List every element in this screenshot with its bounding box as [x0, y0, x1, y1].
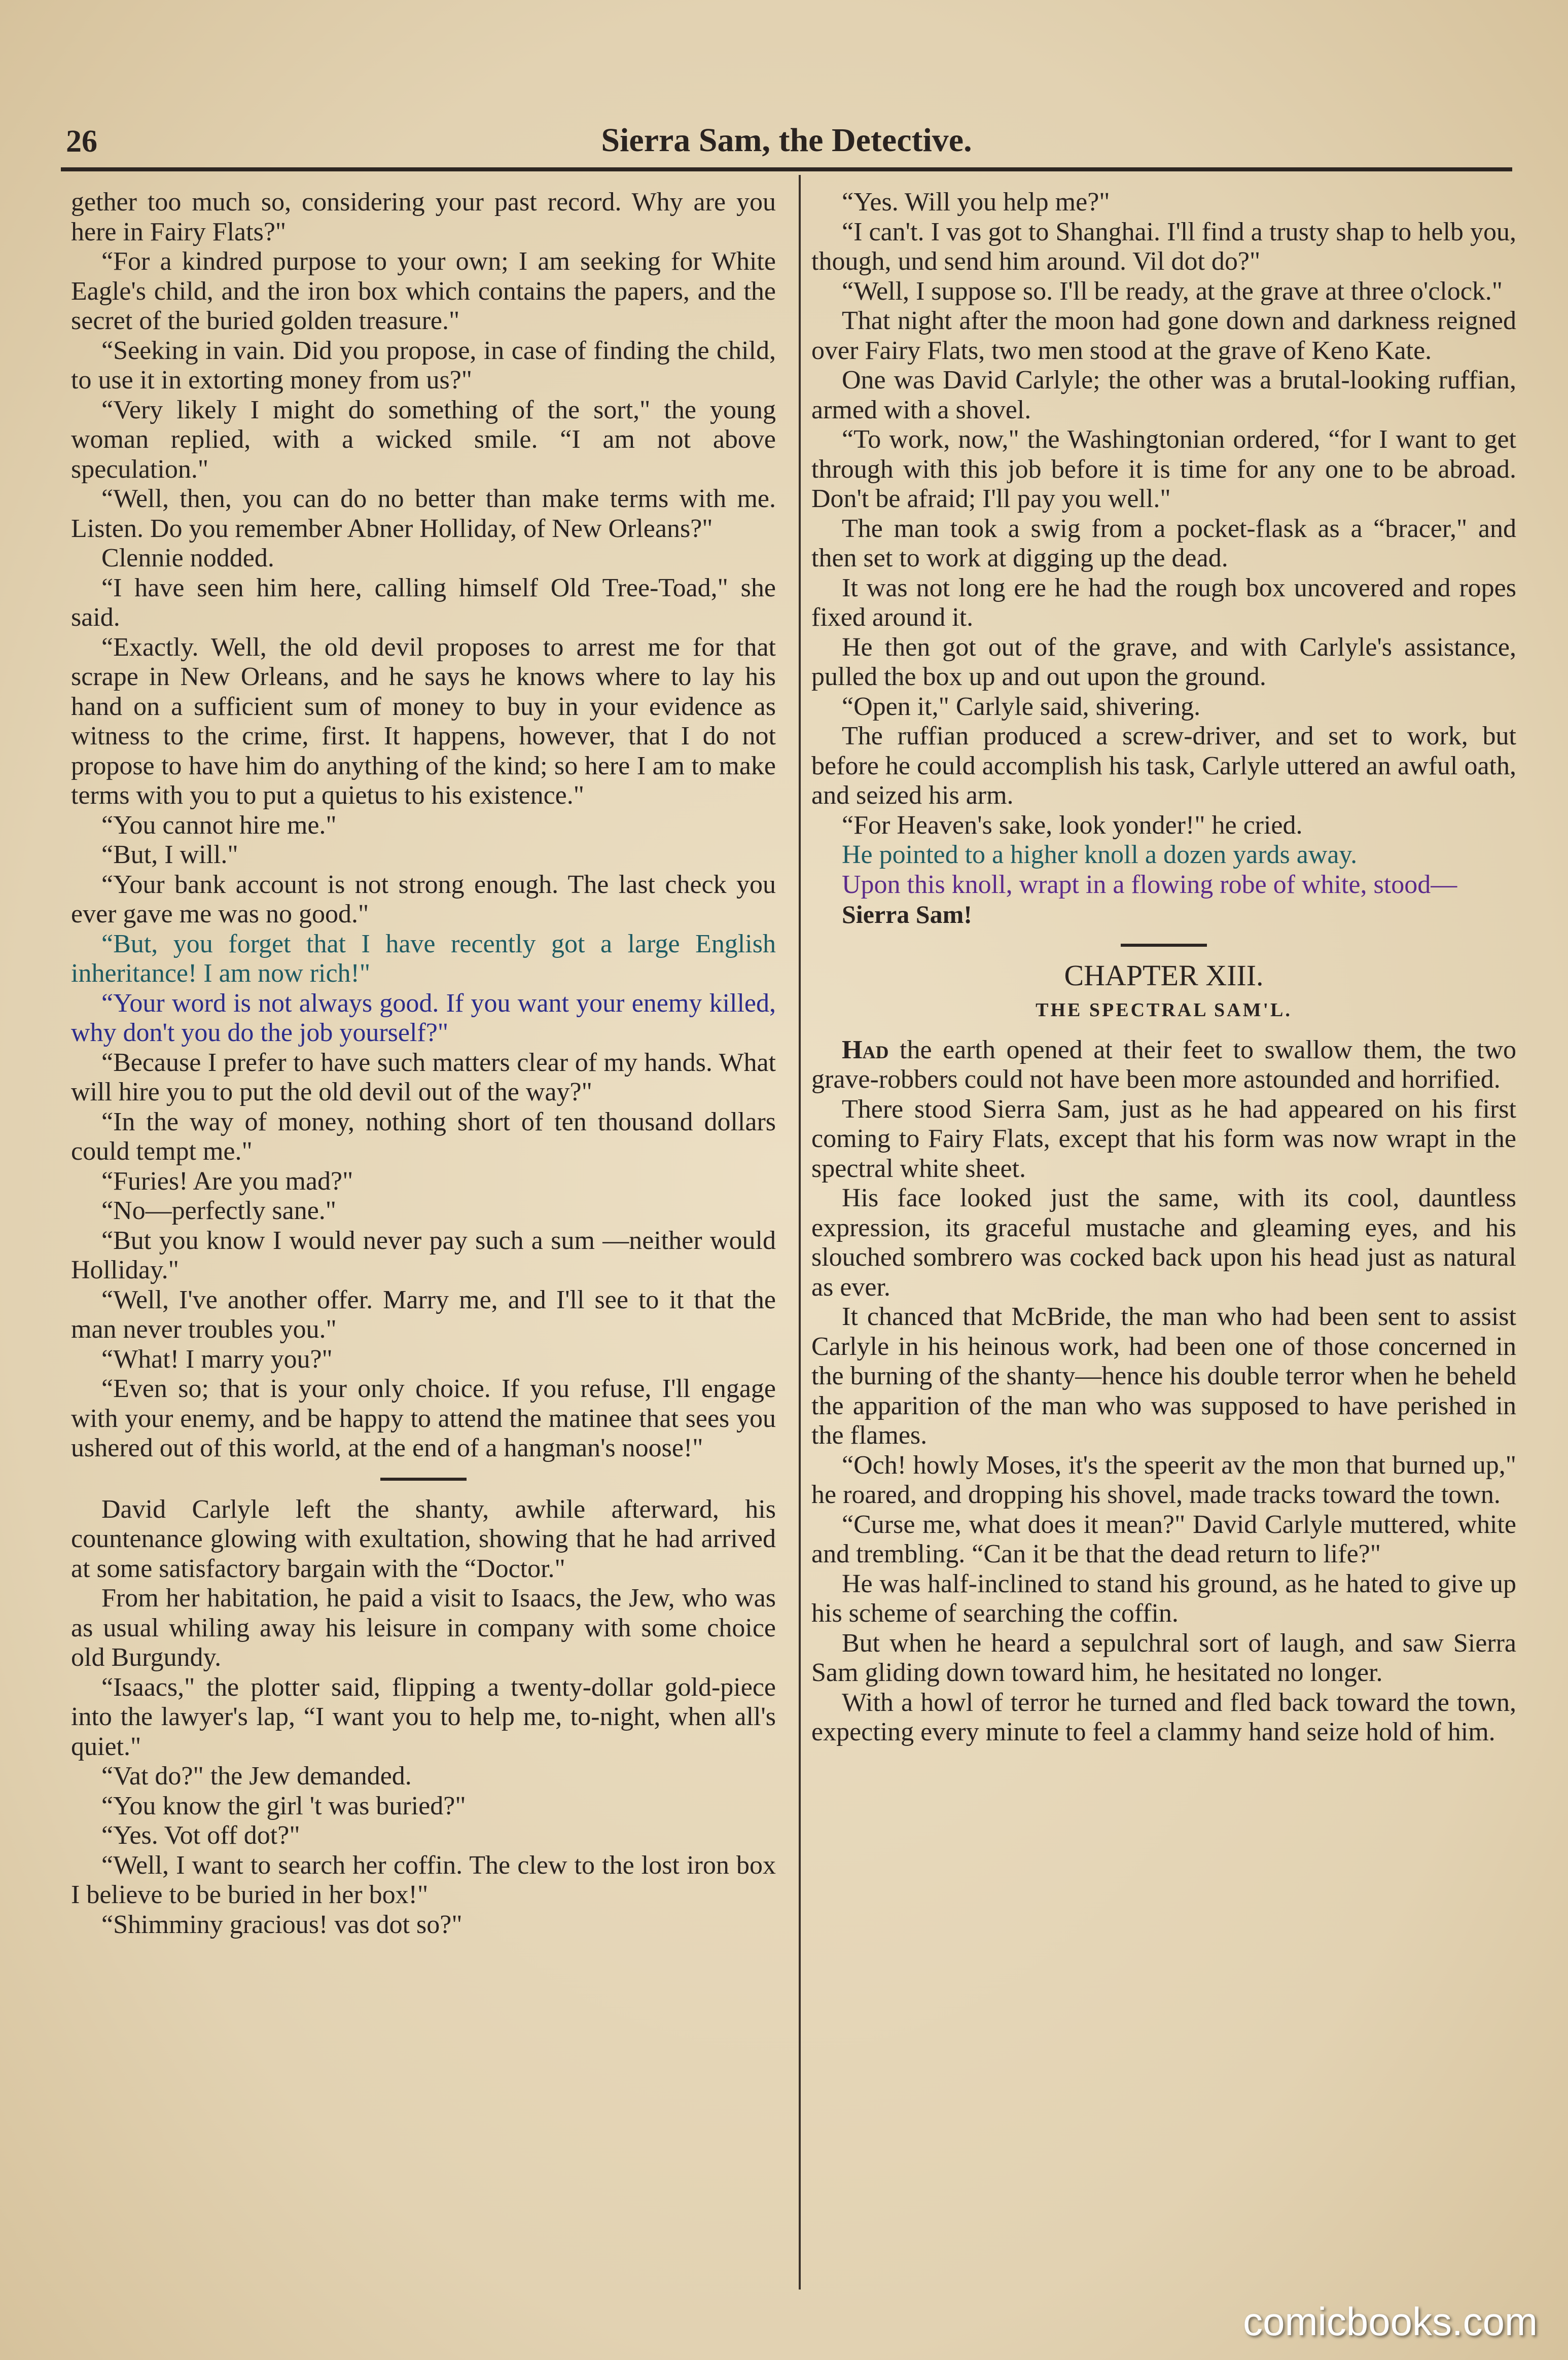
paragraph: “But you know I would never pay such a sum —neither would Holliday." — [71, 1226, 776, 1284]
paragraph: “I can't. I vas got to Shanghai. I'll find a trusty shap to helb you, though, und send him around. Vil dot do?" — [811, 217, 1516, 276]
paragraph: Upon this knoll, wrapt in a flowing robe of white, stood— — [842, 870, 1457, 899]
paragraph: “Even so; that is your only choice. If you refuse, I'll engage with your enemy, and be happy to attend the matinee that sees you ushered out of this world, at the end of a hangman's noose!" — [71, 1374, 776, 1462]
opening-text: the earth opened at their feet to swallow them, the two grave-robbers could not have been more astounded and horrified. — [811, 1035, 1516, 1094]
opening-paragraph — [811, 1035, 1516, 1095]
paragraph: From her habitation, he paid a visit to Isaacs, the Jew, who was as usual whiling away his leisure in company with some choice old Burgundy. — [71, 1584, 776, 1672]
paragraph: “Open it," Carlyle said, shivering. — [842, 692, 1201, 721]
paragraph: But when he heard a sepulchral sort of laugh, and saw Sierra Sam gliding down toward him, he hesitated no longer. — [811, 1628, 1516, 1687]
page-number: 26 — [66, 124, 97, 159]
left-column — [71, 188, 776, 1940]
header-rule — [61, 167, 1512, 171]
section-rule — [1121, 944, 1207, 947]
paragraph: That night after the moon had gone down and darkness reigned over Fairy Flats, two men stood at the grave of Keno Kate. — [811, 306, 1516, 365]
paragraph: “Curse me, what does it mean?" David Carlyle muttered, white and trembling. “Can it be that the dead return to life?" — [811, 1510, 1516, 1568]
running-title: Sierra Sam, the Detective. — [601, 122, 972, 159]
paragraph: “You know the girl 't was buried?" — [101, 1791, 466, 1820]
paragraph: “Yes. Vot off dot?" — [101, 1821, 300, 1850]
paragraph: “Shimminy gracious! vas dot so?" — [101, 1910, 462, 1939]
paragraph: He pointed to a higher knoll a dozen yards away. — [842, 840, 1358, 869]
paragraph: “Och! howly Moses, it's the speerit av the mon that burned up," he roared, and dropping his shovel, made tracks toward the town. — [811, 1450, 1516, 1509]
paragraph: “Well, I've another offer. Marry me, and I'll see to it that the man never troubles you." — [71, 1285, 776, 1344]
paragraph: There stood Sierra Sam, just as he had appeared on his first coming to Fairy Flats, except that his form was now wrapt in the spectral white sheet. — [811, 1094, 1516, 1183]
paragraph: “Furies! Are you mad?" — [101, 1166, 353, 1196]
paragraph: “Seeking in vain. Did you propose, in case of finding the child, to use it in extorting money from us?" — [71, 336, 776, 395]
drop-word: Had — [842, 1035, 889, 1064]
paragraph: “Isaacs," the plotter said, flipping a twenty-dollar gold-piece into the lawyer's lap, “I want you to help me, to-night, when all's quiet." — [71, 1672, 776, 1761]
paragraph: It chanced that McBride, the man who had been sent to assist Carlyle in his heinous work, had been one of those concerned in the burning of the shanty—hence his double terror when he beheld the apparition of the man who was supposed to have perished in the flames. — [811, 1302, 1516, 1450]
paragraph: He was half-inclined to stand his ground, as he hated to give up his scheme of searching the coffin. — [811, 1569, 1516, 1628]
paragraph: David Carlyle left the shanty, awhile afterward, his countenance glowing with exultation, showing that he had arrived at some satisfactory bargain with the “Doctor." — [71, 1494, 776, 1583]
paragraph: He then got out of the grave, and with Carlyle's assistance, pulled the box up and out upon the ground. — [811, 632, 1516, 691]
paragraph: It was not long ere he had the rough box uncovered and ropes fixed around it. — [811, 573, 1516, 632]
paragraph: “In the way of money, nothing short of ten thousand dollars could tempt me." — [71, 1107, 776, 1166]
paragraph: “For Heaven's sake, look yonder!" he cried. — [842, 810, 1303, 840]
site-watermark: comicbooks.com — [1243, 2299, 1538, 2344]
paragraph: The ruffian produced a screw-driver, and set to work, but before he could accomplish his task, Carlyle uttered an awful oath, and seized his arm. — [811, 722, 1516, 810]
chapter-heading: CHAPTER XIII. — [1064, 958, 1264, 992]
paragraph: “Your bank account is not strong enough. The last check you ever gave me was no good." — [71, 870, 776, 928]
paragraph: “But, you forget that I have recently got a large English inheritance! I am now rich!" — [71, 929, 776, 988]
paragraph: “Very likely I might do something of the sort," the young woman replied, with a wicked smile. “I am not above speculation." — [71, 395, 776, 484]
right-column — [811, 188, 1516, 1747]
paragraph: “Your word is not always good. If you want your enemy killed, why don't you do the job yourself?" — [71, 988, 776, 1047]
paragraph: “To work, now," the Washingtonian ordered, “for I want to get through with this job before it is time for any one to be abroad. Don't be afraid; I'll pay you well." — [811, 425, 1516, 513]
paragraph: “You cannot hire me." — [101, 810, 337, 840]
paragraph: “Well, then, you can do no better than make terms with me. Listen. Do you remember Abner Holliday, of New Orleans?" — [71, 484, 776, 543]
paragraph: His face looked just the same, with its cool, dauntless expression, its graceful mustache and gleaming eyes, and his slouched sombrero was cocked back upon his head just as natural as ever. — [811, 1184, 1516, 1302]
paragraph: One was David Carlyle; the other was a brutal-looking ruffian, armed with a shovel. — [811, 366, 1516, 424]
paragraph: “Vat do?" the Jew demanded. — [101, 1762, 412, 1791]
paragraph: “Well, I suppose so. I'll be ready, at the grave at three o'clock." — [842, 276, 1503, 306]
sierra-sam-line: Sierra Sam! — [842, 900, 972, 928]
chapter-subtitle: THE SPECTRAL SAM'L. — [1036, 999, 1292, 1021]
paragraph: “Because I prefer to have such matters clear of my hands. What will hire you to put the old devil out of the way?" — [71, 1048, 776, 1106]
paragraph: “What! I marry you?" — [101, 1344, 333, 1374]
paragraph: “Well, I want to search her coffin. The clew to the lost iron box I believe to be buried in her box!" — [71, 1850, 776, 1909]
paragraph: gether too much so, considering your past record. Why are you here in Fairy Flats?" — [71, 188, 776, 246]
paragraph: “For a kindred purpose to your own; I am seeking for White Eagle's child, and the iron box which contains the papers, and the secret of the buried golden treasure." — [71, 247, 776, 335]
paragraph: “Yes. Will you help me?" — [842, 188, 1110, 217]
paragraph: Clennie nodded. — [101, 544, 274, 573]
paragraph: The man took a swig from a pocket-flask as a “bracer," and then set to work at digging up the dead. — [811, 514, 1516, 573]
paragraph: “No—perfectly sane." — [101, 1196, 337, 1225]
section-rule — [380, 1478, 467, 1481]
paragraph: “But, I will." — [101, 840, 238, 869]
page-header — [66, 104, 1507, 160]
column-divider — [799, 175, 801, 2290]
paragraph: “Exactly. Well, the old devil proposes to arrest me for that scrape in New Orleans, and he says he knows where to lay his hand on a sufficient sum of money to buy in your evidence as witness to the crime, first. It happens, however, that I do not propose to have him do anything of the kind; so here I am to make terms with you to put a quietus to his existence." — [71, 632, 776, 810]
paragraph: “I have seen him here, calling himself Old Tree-Toad," she said. — [71, 573, 776, 632]
paragraph: With a howl of terror he turned and fled back toward the town, expecting every minute to feel a clammy hand seize hold of him. — [811, 1688, 1516, 1746]
